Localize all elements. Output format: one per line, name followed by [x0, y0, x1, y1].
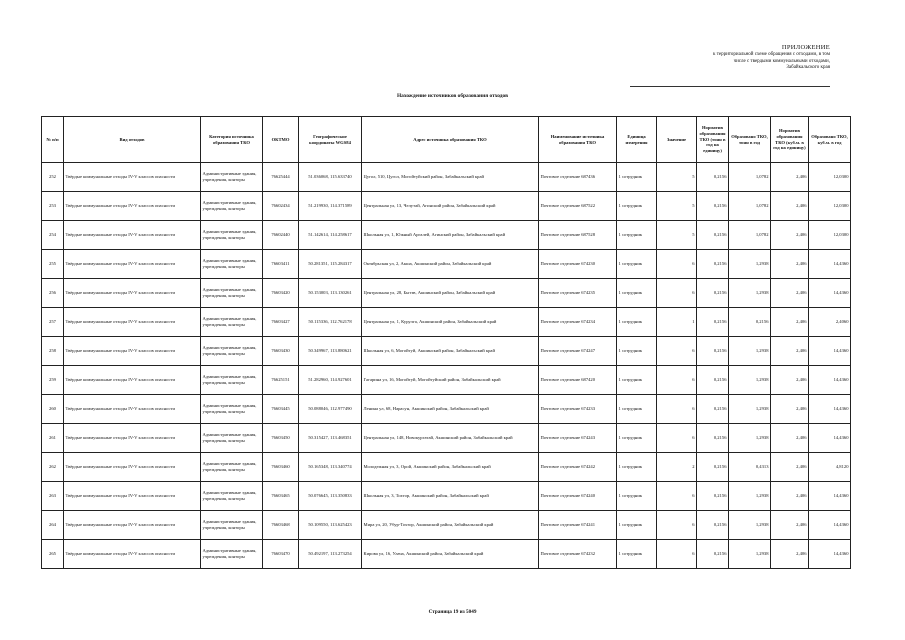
- cell-waste-type: Твёрдые коммунальные отходы IV-V классов опасности: [64, 482, 201, 511]
- cell-tons-per-year: 0,2156: [729, 308, 771, 337]
- cell-row-number: 265: [42, 540, 64, 569]
- cell-value: 1: [657, 308, 697, 337]
- cell-value: 6: [657, 337, 697, 366]
- page-footer: Страница 19 из 5049: [428, 609, 477, 615]
- cell-waste-type: Твёрдые коммунальные отходы IV-V классов опасности: [64, 511, 201, 540]
- cell-source-category: Административные здания, учреждения, конторы: [201, 250, 263, 279]
- cell-tons-per-year: 1,2938: [729, 540, 771, 569]
- cell-source-name: Почтовое отделение 674235: [539, 279, 617, 308]
- table-row: [42, 482, 851, 511]
- cell-oktmo-code: 76603450: [263, 424, 299, 453]
- cell-m3-per-year: 14,4360: [809, 250, 851, 279]
- header-category: Категория источника образования ТКО: [201, 117, 263, 163]
- cell-norm-m3: 2,406: [771, 192, 809, 221]
- header-norm-tons: Норматив образования ТКО (тонн в год на единицу): [697, 117, 729, 163]
- cell-oktmo-code: 76602434: [263, 192, 299, 221]
- cell-waste-type: Твёрдые коммунальные отходы IV-V классов опасности: [64, 395, 201, 424]
- cell-source-address: Центральная ул, 148, Новокургатай, Акшинский район, Забайкальский край: [362, 424, 539, 453]
- cell-tons-per-year: 1,0782: [729, 163, 771, 192]
- cell-source-name: Почтовое отделение 687522: [539, 192, 617, 221]
- header-num: № п/п: [42, 117, 64, 163]
- cell-row-number: 253: [42, 192, 64, 221]
- table-title: Нахождение источников образования отходов: [396, 93, 509, 99]
- cell-norm-tons: 0,2156: [697, 192, 729, 221]
- cell-unit-of-measure: 1 сотрудник: [617, 163, 657, 192]
- cell-tons-per-year: 1,0782: [729, 192, 771, 221]
- cell-norm-tons: 0,2156: [697, 511, 729, 540]
- cell-coordinates: 50.088046, 112.977490: [299, 395, 362, 424]
- cell-source-address: Мира ул, 20, Убур-Тохтор, Акшинский район, Забайкальский край: [362, 511, 539, 540]
- cell-value: 6: [657, 482, 697, 511]
- cell-source-name: Почтовое отделение 674233: [539, 395, 617, 424]
- cell-coordinates: 50.109550, 113.625423: [299, 511, 362, 540]
- cell-tons-per-year: 0,4313: [729, 453, 771, 482]
- cell-oktmo-code: 76603445: [263, 395, 299, 424]
- table-row: [42, 308, 851, 337]
- cell-norm-m3: 2,406: [771, 395, 809, 424]
- cell-waste-type: Твёрдые коммунальные отходы IV-V классов опасности: [64, 453, 201, 482]
- cell-value: 2: [657, 453, 697, 482]
- cell-source-name: Почтовое отделение 674230: [539, 250, 617, 279]
- cell-value: 6: [657, 540, 697, 569]
- cell-source-address: Центральная ул, 1, Курулга, Акшинский район, Забайкальский край: [362, 308, 539, 337]
- header-oktmo: ОКТМО: [263, 117, 299, 163]
- header-m3: Образовано ТКО, куб.м. в год: [809, 117, 851, 163]
- cell-unit-of-measure: 1 сотрудник: [617, 308, 657, 337]
- cell-waste-type: Твёрдые коммунальные отходы IV-V классов опасности: [64, 540, 201, 569]
- header-norm-m3: Норматив образования ТКО (куб.м. в год на единицу): [771, 117, 809, 163]
- cell-coordinates: 51.219930, 114.371589: [299, 192, 362, 221]
- cell-norm-m3: 2,406: [771, 279, 809, 308]
- header-waste: Вид отходов: [64, 117, 201, 163]
- cell-tons-per-year: 1,2938: [729, 337, 771, 366]
- cell-norm-tons: 0,2156: [697, 250, 729, 279]
- cell-value: 6: [657, 279, 697, 308]
- cell-value: 6: [657, 511, 697, 540]
- cell-row-number: 257: [42, 308, 64, 337]
- cell-coordinates: 50.165348, 113.340774: [299, 453, 362, 482]
- cell-coordinates: 50.076645, 113.350833: [299, 482, 362, 511]
- cell-norm-tons: 0,2156: [697, 366, 729, 395]
- cell-norm-tons: 0,2156: [697, 308, 729, 337]
- table-row: [42, 453, 851, 482]
- cell-row-number: 254: [42, 221, 64, 250]
- annex-title: ПРИЛОЖЕНИЕ: [781, 44, 830, 51]
- cell-row-number: 262: [42, 453, 64, 482]
- cell-waste-type: Твёрдые коммунальные отходы IV-V классов опасности: [64, 279, 201, 308]
- cell-tons-per-year: 1,2938: [729, 482, 771, 511]
- cell-row-number: 260: [42, 395, 64, 424]
- cell-unit-of-measure: 1 сотрудник: [617, 482, 657, 511]
- cell-norm-tons: 0,2156: [697, 337, 729, 366]
- table-row: [42, 250, 851, 279]
- cell-source-name: Почтовое отделение 687420: [539, 366, 617, 395]
- cell-m3-per-year: 12,0300: [809, 192, 851, 221]
- cell-m3-per-year: 12,0300: [809, 221, 851, 250]
- cell-source-category: Административные здания, учреждения, конторы: [201, 540, 263, 569]
- cell-norm-m3: 2,406: [771, 308, 809, 337]
- cell-row-number: 263: [42, 482, 64, 511]
- cell-value: 5: [657, 163, 697, 192]
- cell-unit-of-measure: 1 сотрудник: [617, 192, 657, 221]
- cell-source-address: Центральная ул, 28, Бытэв, Акшинский район, Забайкальский край: [362, 279, 539, 308]
- cell-waste-type: Твёрдые коммунальные отходы IV-V классов опасности: [64, 424, 201, 453]
- cell-source-name: Почтовое отделение 674243: [539, 424, 617, 453]
- cell-norm-m3: 2,406: [771, 337, 809, 366]
- cell-waste-type: Твёрдые коммунальные отходы IV-V классов опасности: [64, 163, 201, 192]
- cell-tons-per-year: 1,2938: [729, 279, 771, 308]
- cell-unit-of-measure: 1 сотрудник: [617, 511, 657, 540]
- cell-norm-tons: 0,2156: [697, 221, 729, 250]
- table-row: [42, 395, 851, 424]
- cell-row-number: 264: [42, 511, 64, 540]
- cell-oktmo-code: 76603411: [263, 250, 299, 279]
- cell-tons-per-year: 1,2938: [729, 250, 771, 279]
- table-row: [42, 279, 851, 308]
- annex-line: Забайкальского края: [786, 65, 830, 71]
- cell-coordinates: 50.315427, 113.468351: [299, 424, 362, 453]
- cell-source-name: Почтовое отделение 674242: [539, 453, 617, 482]
- cell-source-name: Почтовое отделение 674241: [539, 511, 617, 540]
- cell-row-number: 258: [42, 337, 64, 366]
- cell-tons-per-year: 1,0782: [729, 221, 771, 250]
- cell-norm-m3: 2,406: [771, 453, 809, 482]
- cell-norm-tons: 0,2156: [697, 424, 729, 453]
- cell-source-address: Школьная ул, 1, Южный Аргалей, Агинский район, Забайкальский край: [362, 221, 539, 250]
- cell-source-address: Центральная ул, 13, Челутай, Агинский район, Забайкальский край: [362, 192, 539, 221]
- cell-oktmo-code: 76603470: [263, 540, 299, 569]
- cell-source-address: Молодежная ул, 3, Орой, Акшинский район, Забайкальский край: [362, 453, 539, 482]
- cell-m3-per-year: 4,8120: [809, 453, 851, 482]
- cell-m3-per-year: 14,4360: [809, 366, 851, 395]
- cell-value: 6: [657, 395, 697, 424]
- header-address: Адрес источника образования ТКО: [362, 117, 539, 163]
- cell-source-category: Административные здания, учреждения, конторы: [201, 163, 263, 192]
- cell-waste-type: Твёрдые коммунальные отходы IV-V классов опасности: [64, 192, 201, 221]
- cell-waste-type: Твёрдые коммунальные отходы IV-V классов опасности: [64, 308, 201, 337]
- cell-waste-type: Твёрдые коммунальные отходы IV-V классов опасности: [64, 250, 201, 279]
- cell-source-address: Гагарина ул, 16, Могойтуй, Могойтуйский район, Забайкальский край: [362, 366, 539, 395]
- table-row: [42, 424, 851, 453]
- cell-norm-m3: 2,406: [771, 482, 809, 511]
- cell-tons-per-year: 1,2938: [729, 424, 771, 453]
- cell-norm-m3: 2,406: [771, 424, 809, 453]
- cell-source-name: Почтовое отделение 674247: [539, 337, 617, 366]
- cell-source-category: Административные здания, учреждения, конторы: [201, 221, 263, 250]
- cell-m3-per-year: 14,4360: [809, 511, 851, 540]
- cell-unit-of-measure: 1 сотрудник: [617, 337, 657, 366]
- cell-source-address: Октябрьская ул, 2, Акша, Акшинский район, Забайкальский край: [362, 250, 539, 279]
- cell-coordinates: 50.115336, 112.762178: [299, 308, 362, 337]
- cell-row-number: 259: [42, 366, 64, 395]
- cell-unit-of-measure: 1 сотрудник: [617, 424, 657, 453]
- cell-waste-type: Твёрдые коммунальные отходы IV-V классов опасности: [64, 221, 201, 250]
- cell-source-name: Почтовое отделение 674234: [539, 308, 617, 337]
- cell-norm-m3: 2,406: [771, 163, 809, 192]
- cell-oktmo-code: 76603420: [263, 279, 299, 308]
- cell-m3-per-year: 14,4360: [809, 424, 851, 453]
- annex-line: числе с твердыми коммунальными отходами,: [733, 58, 830, 64]
- waste-sources-table: [41, 116, 851, 569]
- cell-unit-of-measure: 1 сотрудник: [617, 250, 657, 279]
- cell-m3-per-year: 12,0300: [809, 163, 851, 192]
- cell-norm-tons: 0,2156: [697, 540, 729, 569]
- cell-m3-per-year: 14,4360: [809, 279, 851, 308]
- cell-coordinates: 51.036068, 115.633740: [299, 163, 362, 192]
- cell-coordinates: 51.282960, 114.927601: [299, 366, 362, 395]
- cell-unit-of-measure: 1 сотрудник: [617, 540, 657, 569]
- cell-value: 5: [657, 221, 697, 250]
- cell-unit-of-measure: 1 сотрудник: [617, 366, 657, 395]
- cell-coordinates: 50.492197, 113.273254: [299, 540, 362, 569]
- cell-source-address: Школьная ул, 6, Могойтуй, Акшинский район, Забайкальский край: [362, 337, 539, 366]
- cell-source-category: Административные здания, учреждения, конторы: [201, 424, 263, 453]
- cell-norm-m3: 2,406: [771, 250, 809, 279]
- table-row: [42, 337, 851, 366]
- cell-norm-tons: 0,2156: [697, 279, 729, 308]
- cell-coordinates: 51.142614, 114.258617: [299, 221, 362, 250]
- cell-norm-m3: 2,406: [771, 540, 809, 569]
- cell-source-category: Административные здания, учреждения, конторы: [201, 366, 263, 395]
- cell-value: 6: [657, 424, 697, 453]
- cell-unit-of-measure: 1 сотрудник: [617, 395, 657, 424]
- header-value: Значение: [657, 117, 697, 163]
- cell-norm-m3: 2,406: [771, 221, 809, 250]
- cell-source-category: Административные здания, учреждения, конторы: [201, 308, 263, 337]
- cell-oktmo-code: 76603427: [263, 308, 299, 337]
- cell-source-category: Административные здания, учреждения, конторы: [201, 279, 263, 308]
- cell-source-name: Почтовое отделение 674232: [539, 540, 617, 569]
- cell-coordinates: 50.281351, 115.284317: [299, 250, 362, 279]
- table-row: [42, 192, 851, 221]
- cell-row-number: 255: [42, 250, 64, 279]
- cell-m3-per-year: 2,4060: [809, 308, 851, 337]
- table-row: [42, 540, 851, 569]
- header-unit: Единица измерения: [617, 117, 657, 163]
- cell-source-name: Почтовое отделение 687436: [539, 163, 617, 192]
- table-row: [42, 511, 851, 540]
- table-row: [42, 221, 851, 250]
- cell-unit-of-measure: 1 сотрудник: [617, 279, 657, 308]
- cell-source-category: Административные здания, учреждения, конторы: [201, 395, 263, 424]
- cell-unit-of-measure: 1 сотрудник: [617, 221, 657, 250]
- cell-norm-tons: 0,2156: [697, 482, 729, 511]
- cell-source-category: Административные здания, учреждения, конторы: [201, 192, 263, 221]
- cell-value: 6: [657, 366, 697, 395]
- cell-oktmo-code: 76603468: [263, 511, 299, 540]
- cell-value: 6: [657, 250, 697, 279]
- cell-oktmo-code: 76603460: [263, 453, 299, 482]
- cell-row-number: 256: [42, 279, 64, 308]
- cell-source-name: Почтовое отделение 687528: [539, 221, 617, 250]
- header-coords: Географические координаты WGS84: [299, 117, 362, 163]
- cell-tons-per-year: 1,2938: [729, 366, 771, 395]
- cell-waste-type: Твёрдые коммунальные отходы IV-V классов опасности: [64, 366, 201, 395]
- cell-oktmo-code: 76625151: [263, 366, 299, 395]
- cell-coordinates: 50.153003, 113.130261: [299, 279, 362, 308]
- cell-row-number: 261: [42, 424, 64, 453]
- cell-oktmo-code: 76625444: [263, 163, 299, 192]
- table-row: [42, 163, 851, 192]
- cell-oktmo-code: 76602440: [263, 221, 299, 250]
- cell-oktmo-code: 76603465: [263, 482, 299, 511]
- cell-row-number: 252: [42, 163, 64, 192]
- annex-line: к территориальной схеме обращения с отходами, в том: [713, 52, 830, 57]
- cell-unit-of-measure: 1 сотрудник: [617, 453, 657, 482]
- cell-source-address: Школьная ул, 3, Тохтор, Акшинский район, Забайкальский край: [362, 482, 539, 511]
- header-source-name: Наименование источника образования ТКО: [539, 117, 617, 163]
- cell-value: 5: [657, 192, 697, 221]
- cell-norm-tons: 0,2156: [697, 163, 729, 192]
- cell-m3-per-year: 14,4360: [809, 482, 851, 511]
- cell-tons-per-year: 1,2938: [729, 511, 771, 540]
- cell-waste-type: Твёрдые коммунальные отходы IV-V классов опасности: [64, 337, 201, 366]
- cell-coordinates: 50.349967, 113.880621: [299, 337, 362, 366]
- cell-m3-per-year: 14,4360: [809, 395, 851, 424]
- cell-norm-tons: 0,2156: [697, 395, 729, 424]
- cell-source-address: Цугол, 510, Цугол, Могойтуйский район, Забайкальский край: [362, 163, 539, 192]
- cell-m3-per-year: 14,4360: [809, 337, 851, 366]
- cell-source-name: Почтовое отделение 674240: [539, 482, 617, 511]
- cell-source-category: Административные здания, учреждения, конторы: [201, 482, 263, 511]
- cell-source-address: Ленина ул, 68, Нарасун, Акшинский район, Забайкальский край: [362, 395, 539, 424]
- cell-m3-per-year: 14,4360: [809, 540, 851, 569]
- cell-source-category: Административные здания, учреждения, конторы: [201, 337, 263, 366]
- cell-norm-m3: 2,406: [771, 366, 809, 395]
- table-header-row: [42, 117, 851, 163]
- cell-norm-m3: 2,406: [771, 511, 809, 540]
- cell-tons-per-year: 1,2938: [729, 395, 771, 424]
- annex-block: [630, 44, 830, 72]
- cell-source-address: Кирова ул, 16, Улача, Акшинский район, Забайкальский край: [362, 540, 539, 569]
- table-row: [42, 366, 851, 395]
- cell-oktmo-code: 76603430: [263, 337, 299, 366]
- header-tons: Образовано ТКО, тонн в год: [729, 117, 771, 163]
- cell-source-category: Административные здания, учреждения, конторы: [201, 511, 263, 540]
- cell-source-category: Административные здания, учреждения, конторы: [201, 453, 263, 482]
- table-body: [42, 163, 851, 569]
- annex-divider: [630, 86, 830, 87]
- cell-norm-tons: 0,2156: [697, 453, 729, 482]
